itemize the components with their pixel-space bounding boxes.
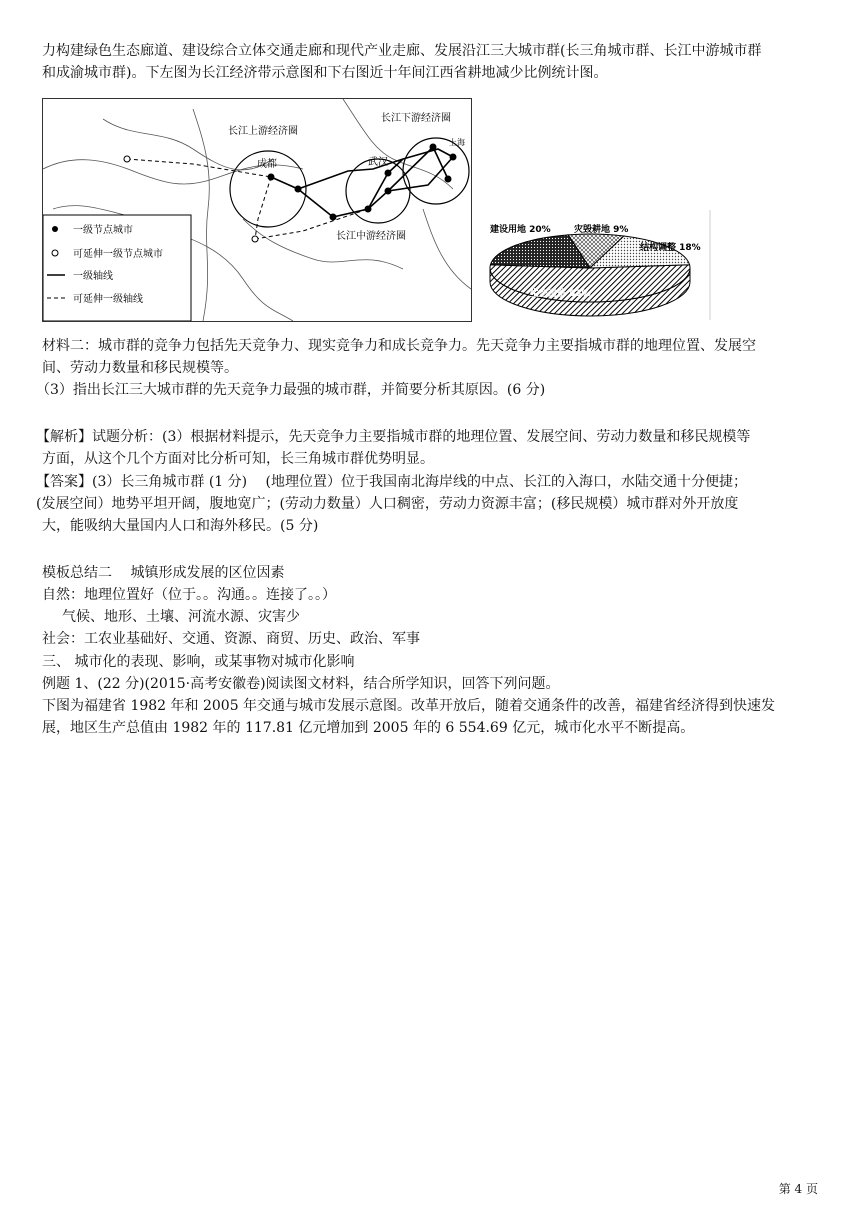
farmland-reduction-pie-chart xyxy=(482,210,714,320)
fujian-line-2: 展，地区生产总值由 1982 年的 117.81 亿元增加到 2005 年的 6 554.69 亿元，城市化水平不断提高。 xyxy=(42,720,695,736)
material2-line-1: 材料二：城市群的竞争力包括先天竞争力、现实竞争力和成长竞争力。先天竞争力主要指城市群的地理位置、发展空 xyxy=(42,338,756,354)
yangtze-economic-belt-map xyxy=(42,98,472,322)
legend-extended-axis: 可延伸一级轴线 xyxy=(73,294,143,305)
upper-economic-circle-label: 长江上游经济圈 xyxy=(228,126,298,137)
map-svg xyxy=(43,99,471,321)
wuhan-label: 武汉 xyxy=(368,157,388,168)
primary-axis-lines xyxy=(271,147,453,217)
material2-line-2: 间、劳动力数量和移民规模等。 xyxy=(42,360,238,376)
chengdu-label: 成都 xyxy=(257,159,277,170)
map-legend xyxy=(43,215,191,321)
pie-svg xyxy=(482,210,714,320)
label-ecological: 生态退耕 53% xyxy=(530,289,591,299)
legend-extended-node: 可延伸一级节点城市 xyxy=(73,249,163,260)
shanghai-label: 上海 xyxy=(449,138,465,147)
extended-node xyxy=(124,156,130,162)
analysis-line-1: 【解析】试题分析：(3）根据材料提示，先天竞争力主要指城市群的地理位置、发展空间、劳动力数量和移民规模等 xyxy=(36,429,751,445)
node xyxy=(295,186,302,193)
nature-factors-2: 气候、地形、土壤、河流水源、灾害少 xyxy=(62,609,300,625)
section-3-heading: 三、 城市化的表现、影响，或某事物对城市化影响 xyxy=(42,654,355,670)
template-title: 模板总结二 城镇形成发展的区位因素 xyxy=(42,565,285,581)
middle-economic-circle-label: 长江中游经济圈 xyxy=(336,231,406,242)
answer-line-3: 大，能吸纳大量国内人口和海外移民。(5 分) xyxy=(42,518,319,534)
node xyxy=(385,188,392,195)
analysis-line-2: 方面，从这个几个方面对比分析可知，长三角城市群优势明显。 xyxy=(42,451,434,467)
answer-line-2: (发展空间）地势平坦开阔，腹地宽广；(劳动力数量）人口稠密，劳动力资源丰富；(移民规模）城市群对外开放度 xyxy=(36,496,739,512)
answer-line-1: 【答案】(3）长三角城市群 (1 分) (地理位置）位于我国南北海岸线的中点、长江的入海口，水陆交通十分便捷； xyxy=(36,474,748,490)
node xyxy=(365,206,372,213)
intro-line-1: 力构建绿色生态廊道、建设综合立体交通走廊和现代产业走廊、发展沿江三大城市群(长三角城市群、长江中游城市群 xyxy=(42,43,762,59)
example-1: 例题 1、(22 分)(2015·高考安徽卷)阅读图文材料，结合所学知识，回答下列问题。 xyxy=(42,676,560,692)
extended-node xyxy=(252,236,258,242)
lower-economic-circle-label: 长江下游经济圈 xyxy=(381,113,451,124)
intro-line-2: 和成渝城市群)。下左图为长江经济带示意图和下右图近十年间江西省耕地减少比例统计图。 xyxy=(42,65,608,81)
label-construction: 建设用地 20% xyxy=(490,225,551,235)
node xyxy=(430,144,437,151)
society-factors: 社会：工农业基础好、交通、资源、商贸、历史、政治、军事 xyxy=(42,631,420,647)
node xyxy=(330,214,337,221)
legend-primary-axis: 一级轴线 xyxy=(73,271,113,282)
node xyxy=(445,176,452,183)
legend-primary-node: 一级节点城市 xyxy=(73,225,133,236)
shanghai-node xyxy=(450,154,457,161)
page-number: 第 4 页 xyxy=(778,1182,818,1196)
label-structure: 结构调整 18% xyxy=(640,243,701,253)
chengdu-node xyxy=(268,174,275,181)
label-disaster: 灾毁耕地 9% xyxy=(574,225,629,235)
nature-factors-1: 自然：地理位置好（位于。。沟通。。连接了。。） xyxy=(42,587,336,603)
wuhan-node xyxy=(385,170,392,177)
question-3: （3）指出长江三大城市群的先天竞争力最强的城市群，并简要分析其原因。(6 分) xyxy=(36,382,546,398)
fujian-line-1: 下图为福建省 1982 年和 2005 年交通与城市发展示意图。改革开放后，随着交通条件的改善，福建省经济得到快速发 xyxy=(42,698,776,714)
